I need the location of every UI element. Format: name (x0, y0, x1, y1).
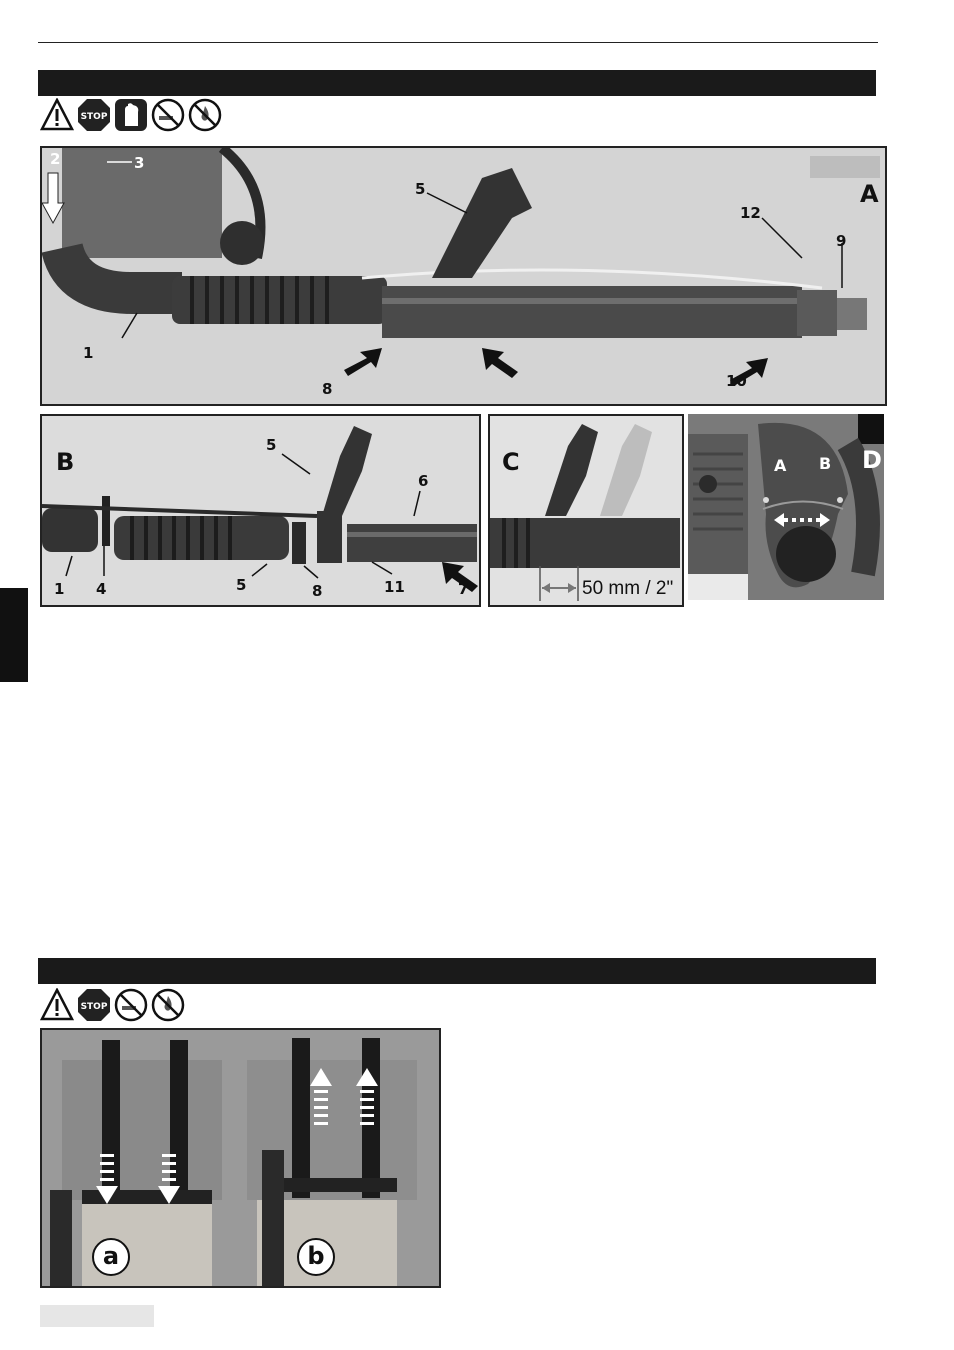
callout-b-7: 7 (458, 580, 469, 598)
no-smoking-icon (114, 988, 148, 1022)
side-tab-marker (0, 588, 28, 682)
figure-d-point-a: A (774, 456, 787, 475)
svg-text:STOP: STOP (80, 112, 108, 122)
figure-b-label: B (56, 448, 75, 476)
warning-triangle-icon (40, 988, 74, 1022)
callout-b-5-lower: 5 (236, 576, 247, 594)
figure-d-elbow-photo (688, 414, 884, 600)
callout-b-1: 1 (54, 580, 65, 598)
section-header-bar-2 (38, 958, 876, 984)
safety-icons-row-2 (40, 988, 185, 1022)
callout-b-5-upper: 5 (266, 436, 277, 454)
callout-3: 3 (134, 154, 145, 172)
callout-12: 12 (740, 204, 761, 222)
figure-a-label: A (860, 180, 879, 208)
callout-1: 1 (83, 344, 94, 362)
header-rule (38, 42, 878, 43)
figure-d-label: D (862, 446, 882, 474)
callout-b-8: 8 (312, 582, 323, 600)
figure-a-drawing (42, 148, 885, 404)
photo-label-b: b (297, 1238, 335, 1276)
harness-adjustment-photo (40, 1028, 441, 1288)
callout-5: 5 (415, 180, 426, 198)
no-open-flame-icon (188, 98, 222, 132)
figure-d-point-b: B (819, 454, 832, 473)
gloves-icon (114, 98, 148, 132)
callout-2: 2 (50, 150, 61, 168)
figure-a-tube-assembly (40, 146, 887, 406)
callout-b-6: 6 (418, 472, 429, 490)
figure-b-drawing (42, 416, 479, 605)
figure-c-drawing (490, 416, 682, 605)
footer-page-box (40, 1305, 154, 1327)
stop-icon (77, 988, 111, 1022)
figure-d-drawing (688, 414, 884, 600)
stop-icon (77, 98, 111, 132)
callout-b-4: 4 (96, 580, 107, 598)
safety-icons-row-1 (40, 98, 222, 132)
no-smoking-icon (151, 98, 185, 132)
section-header-bar-1 (38, 70, 876, 96)
callout-10: 10 (726, 372, 747, 390)
dimension-label: 50 mm / 2" (582, 578, 674, 599)
callout-8: 8 (322, 380, 333, 398)
photo-label-a: a (92, 1238, 130, 1276)
figure-b-exploded-tube (40, 414, 481, 607)
callout-b-11: 11 (384, 578, 405, 596)
callout-9: 9 (836, 232, 847, 250)
figure-c-label: C (502, 448, 520, 476)
no-open-flame-icon (151, 988, 185, 1022)
svg-text:STOP: STOP (80, 1002, 108, 1012)
warning-triangle-icon (40, 98, 74, 132)
figure-c-handle-position (488, 414, 684, 607)
